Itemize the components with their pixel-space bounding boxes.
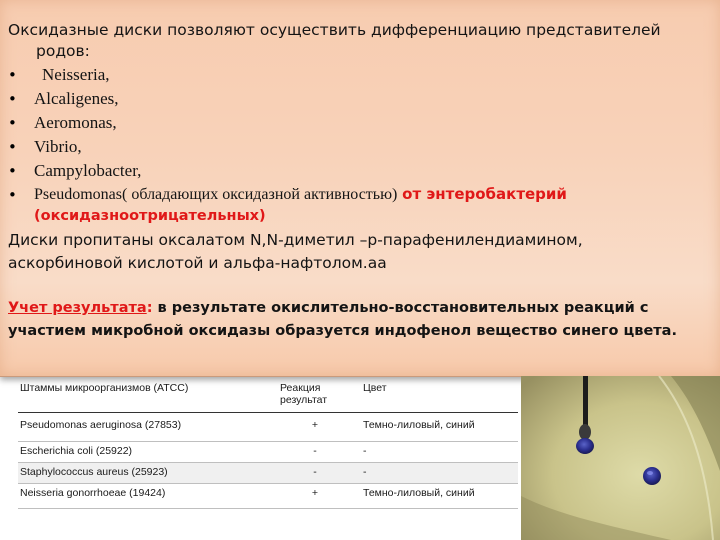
bullet: •	[8, 138, 17, 156]
bullet: •	[8, 90, 17, 108]
header-reaction	[280, 382, 350, 406]
table-row	[18, 463, 518, 484]
bullet: •	[8, 186, 17, 204]
strain-cell: Escherichia coli (25922)	[20, 445, 133, 457]
strain-cell: Staphylococcus aureus (25923)	[20, 466, 168, 478]
enterobacteria-text: от энтеробактерий	[402, 185, 567, 203]
color-cell: Темно-лиловый, синий	[363, 419, 475, 431]
strains-table	[18, 376, 518, 532]
list-item: Neisseria,	[42, 65, 110, 84]
list-item: Vibrio,	[34, 137, 82, 156]
result-line-2: участием микробной оксидазы образуется индофенол вещество синего цвета.	[8, 323, 677, 339]
intro-line-2: родов:	[36, 42, 90, 60]
oxidase-test-photo	[521, 376, 720, 540]
color-cell: Темно-лиловый, синий	[363, 487, 475, 499]
reaction-cell: -	[313, 445, 317, 457]
list-item: Alcaligenes,	[34, 89, 119, 108]
bullet: •	[8, 66, 17, 84]
table-row	[18, 442, 518, 463]
disks-line-1: Диски пропитаны оксалатом N,N-диметил –р-парафенилендиамином,	[8, 231, 583, 249]
strain-cell: Pseudomonas aeruginosa (27853)	[20, 419, 182, 431]
header-reaction-2: результат	[280, 394, 328, 406]
header-reaction-1: Реакция	[280, 382, 321, 394]
color-cell: -	[363, 466, 367, 478]
intro-line-1: Оксидазные диски позволяют осуществить дифференциацию представителей	[8, 21, 661, 39]
list-item: Aeromonas,	[34, 113, 117, 132]
pseudomonas-text: Pseudomonas( обладающих оксидазной активностью)	[34, 186, 398, 203]
result-label: Учет результата	[8, 300, 147, 316]
table-row	[18, 484, 518, 509]
oxidase-disk-positive	[643, 467, 661, 485]
list-item	[34, 183, 567, 206]
bullet: •	[8, 114, 17, 132]
strain-cell: Neisseria gonorrhoeae (19424)	[20, 487, 166, 499]
result-line-1	[8, 297, 648, 320]
result-text: в результате окислительно-восстановительных реакций с	[152, 300, 649, 316]
reaction-cell: +	[311, 487, 319, 499]
table-row	[18, 413, 518, 442]
bullet: •	[8, 162, 17, 180]
header-strain: Штаммы микроорганизмов (АТСС)	[20, 382, 189, 394]
oxidase-disk-positive	[576, 438, 594, 454]
table-header	[18, 376, 518, 413]
disks-line-2: аскорбиновой кислотой и альфа-нафтолом.аа	[8, 254, 387, 272]
oxidase-negative-note: (оксидазноотрицательных)	[34, 208, 266, 224]
color-cell: -	[363, 445, 367, 457]
reaction-cell: +	[311, 419, 319, 431]
petri-dish-image	[521, 376, 720, 540]
result-colon: :	[146, 300, 153, 316]
list-item: Campylobacter,	[34, 161, 142, 180]
header-color: Цвет	[363, 382, 387, 394]
swab-stick	[583, 376, 588, 428]
reaction-cell: -	[313, 466, 317, 478]
